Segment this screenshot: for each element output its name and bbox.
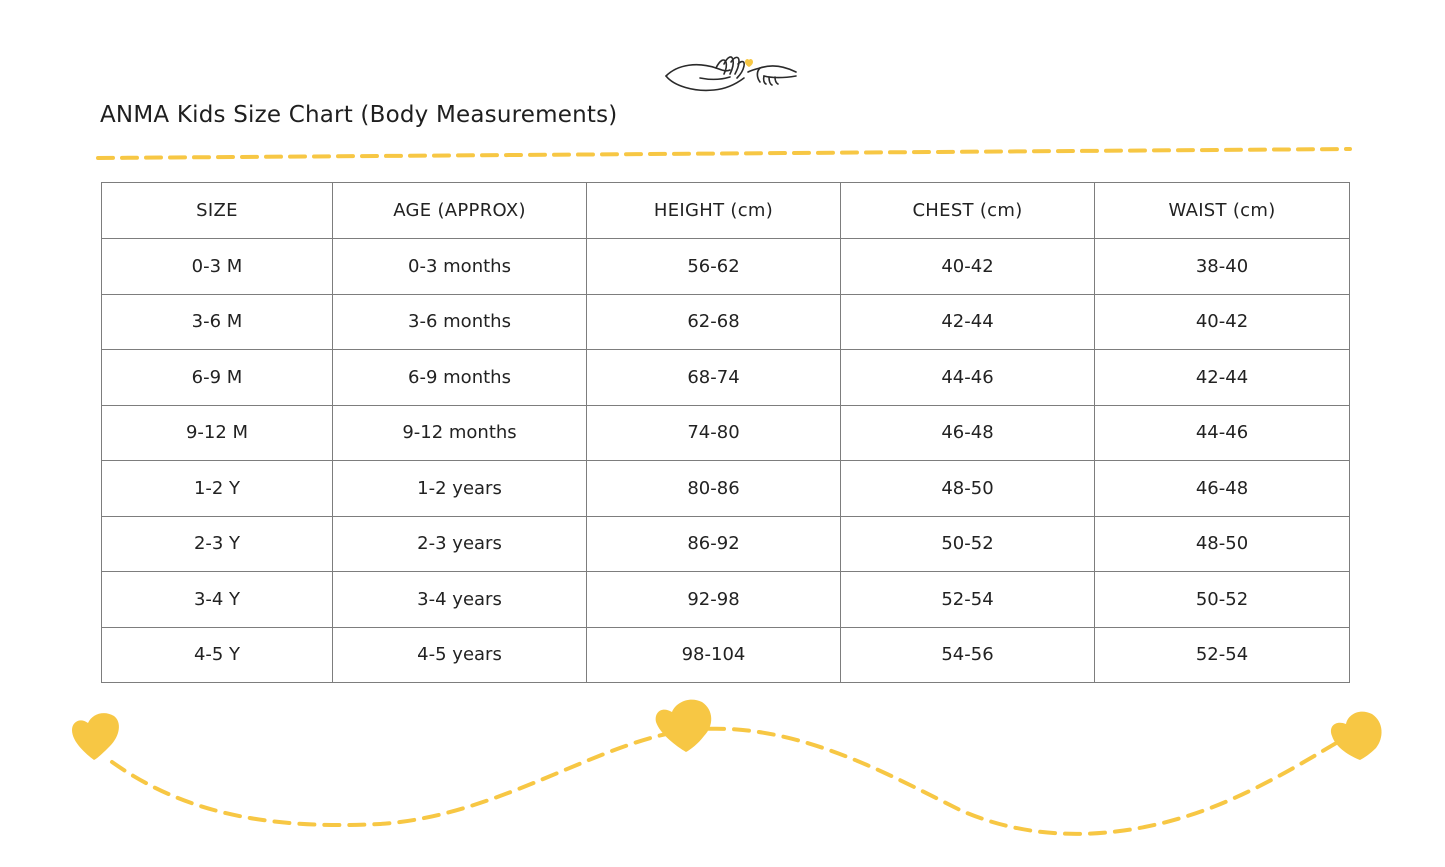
table-row [102,350,1350,406]
cell-height: 80-86 [587,461,841,517]
cell-size: 3-4 Y [102,572,333,628]
cell-waist: 40-42 [1095,294,1350,350]
table-row [102,405,1350,461]
cell-size: 1-2 Y [102,461,333,517]
table-row [102,572,1350,628]
cell-height: 86-92 [587,516,841,572]
header-age: AGE (APPROX) [333,183,587,239]
cell-waist: 42-44 [1095,350,1350,406]
cell-age: 6-9 months [333,350,587,406]
wavy-heart-decoration [0,690,1445,867]
cell-age: 1-2 years [333,461,587,517]
cell-size: 3-6 M [102,294,333,350]
cell-height: 74-80 [587,405,841,461]
cell-height: 56-62 [587,239,841,295]
cell-height: 98-104 [587,627,841,683]
cell-waist: 50-52 [1095,572,1350,628]
cell-age: 3-6 months [333,294,587,350]
cell-age: 0-3 months [333,239,587,295]
cell-size: 4-5 Y [102,627,333,683]
heart-icon-center [656,700,712,752]
cell-waist: 48-50 [1095,516,1350,572]
cell-waist: 52-54 [1095,627,1350,683]
heart-icon-left [72,713,119,760]
hands-with-heart-icon [660,50,800,96]
cell-chest: 54-56 [841,627,1095,683]
cell-waist: 44-46 [1095,405,1350,461]
cell-size: 2-3 Y [102,516,333,572]
header-height: HEIGHT (cm) [587,183,841,239]
cell-size: 9-12 M [102,405,333,461]
cell-chest: 46-48 [841,405,1095,461]
cell-age: 4-5 years [333,627,587,683]
cell-age: 9-12 months [333,405,587,461]
header-size: SIZE [102,183,333,239]
cell-chest: 52-54 [841,572,1095,628]
table-row [102,294,1350,350]
table-row [102,516,1350,572]
cell-size: 6-9 M [102,350,333,406]
cell-height: 68-74 [587,350,841,406]
table-row [102,627,1350,683]
cell-chest: 42-44 [841,294,1095,350]
cell-size: 0-3 M [102,239,333,295]
cell-chest: 40-42 [841,239,1095,295]
header-waist: WAIST (cm) [1095,183,1350,239]
table-row [102,239,1350,295]
page-title: ANMA Kids Size Chart (Body Measurements) [100,102,618,128]
header-chest: CHEST (cm) [841,183,1095,239]
wavy-dashed-line [112,729,1345,834]
cell-chest: 50-52 [841,516,1095,572]
table-header-row [102,183,1350,239]
cell-height: 62-68 [587,294,841,350]
heart-icon-right [1331,712,1382,760]
cell-waist: 38-40 [1095,239,1350,295]
cell-chest: 44-46 [841,350,1095,406]
cell-age: 3-4 years [333,572,587,628]
cell-chest: 48-50 [841,461,1095,517]
cell-waist: 46-48 [1095,461,1350,517]
cell-age: 2-3 years [333,516,587,572]
dashed-divider [0,0,1445,200]
size-chart-table [101,182,1350,683]
cell-height: 92-98 [587,572,841,628]
table-row [102,461,1350,517]
